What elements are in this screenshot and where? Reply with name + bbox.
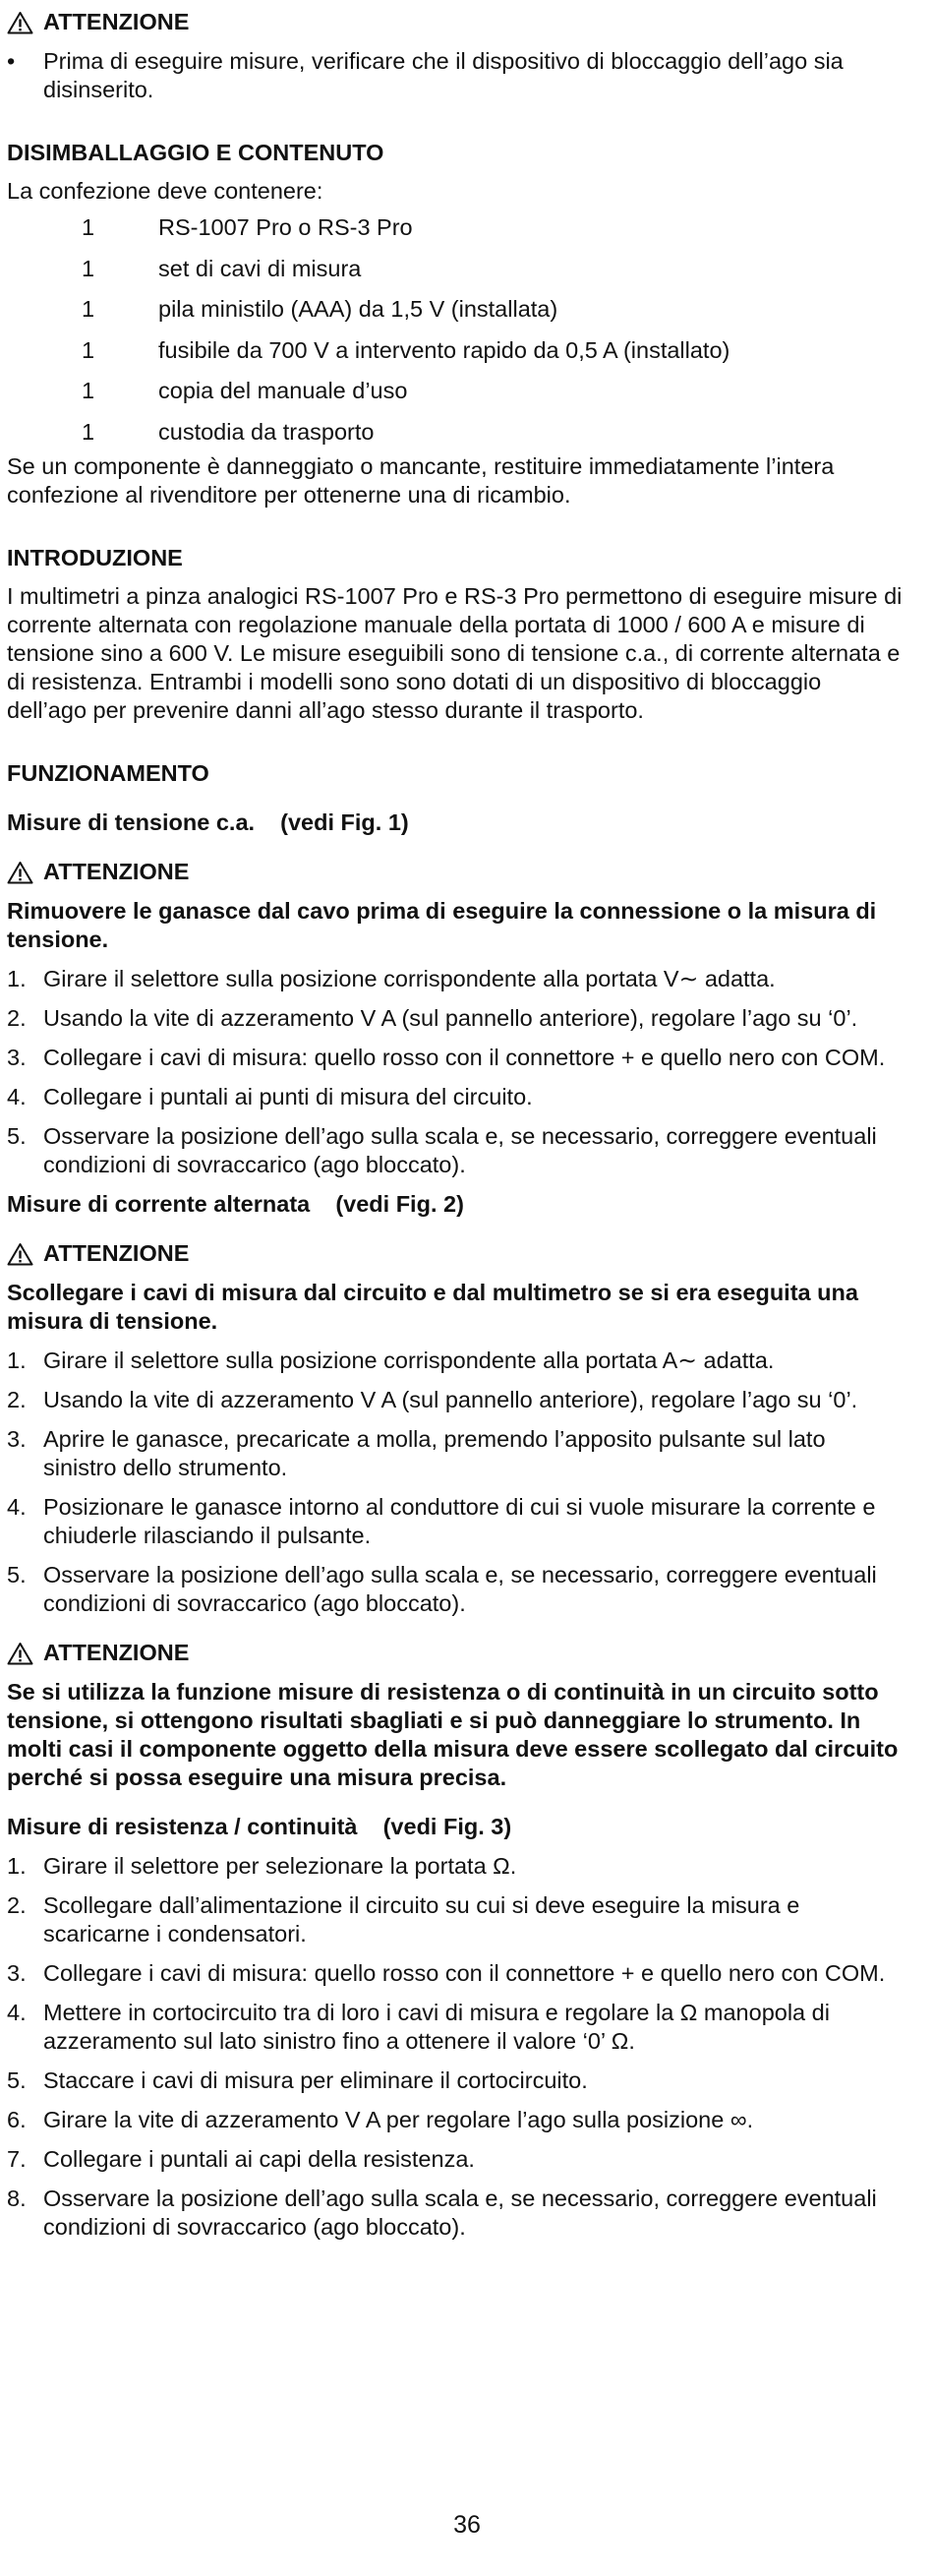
step-number: 2. — [7, 1892, 27, 1918]
step-number: 5. — [7, 1562, 27, 1588]
section-heading-unpacking: DISIMBALLAGGIO E CONTENUTO — [7, 140, 384, 165]
contents-item — [82, 412, 904, 453]
step-number: 4. — [7, 1494, 27, 1520]
step-number: 5. — [7, 1123, 27, 1149]
step-text: Aprire le ganasce, precaricate a molla, premendo l’apposito pulsante sul lato sinistro dello strumento. — [43, 1426, 826, 1480]
warning-text-resistance: Se si utilizza la funzione misure di resistenza o di continuità in un circuito sotto tensione, si ottengono risultati sbagliati e si può danneggiare lo strumento. In molti casi il componente oggetto della misura deve essere scollegato dal circuito perché si possa eseguire una misura precisa. — [7, 1679, 899, 1790]
warning-heading — [7, 8, 904, 36]
step-item — [7, 965, 904, 993]
contents-desc: set di cavi di misura — [158, 255, 362, 281]
step-text: Staccare i cavi di misura per eliminare il cortocircuito. — [43, 2067, 588, 2093]
step-number: 1. — [7, 1348, 27, 1373]
step-number: 2. — [7, 1005, 27, 1031]
steps-resistance — [7, 1852, 904, 2242]
step-item — [7, 1386, 904, 1414]
contents-desc: custodia da trasporto — [158, 418, 375, 445]
step-text: Posizionare le ganasce intorno al conduttore di cui si vuole misurare la corrente e chiuderle rilasciando il pulsante. — [43, 1494, 876, 1548]
contents-item — [82, 249, 904, 290]
warning-triangle-icon — [7, 11, 33, 34]
contents-qty: 1 — [82, 214, 95, 241]
warning-triangle-icon — [7, 861, 33, 884]
warning-title: ATTENZIONE — [43, 1240, 190, 1266]
step-text: Girare il selettore sulla posizione corrispondente alla portata V∼ adatta. — [43, 966, 776, 991]
warning-triangle-icon — [7, 1242, 33, 1266]
contents-desc: copia del manuale d’uso — [158, 378, 408, 404]
contents-qty: 1 — [82, 336, 95, 363]
step-number: 1. — [7, 1853, 27, 1879]
step-text: Usando la vite di azzeramento V A (sul pannello anteriore), regolare l’ago su ‘0’. — [43, 1387, 858, 1412]
step-item — [7, 1959, 904, 1988]
step-text: Usando la vite di azzeramento V A (sul pannello anteriore), regolare l’ago su ‘0’. — [43, 1005, 858, 1031]
contents-desc: RS-1007 Pro o RS-3 Pro — [158, 214, 413, 241]
contents-qty: 1 — [82, 418, 95, 445]
step-number: 1. — [7, 966, 27, 991]
subheading-resistance: Misure di resistenza / continuità (vedi Fig. 3) — [7, 1814, 512, 1839]
warning-text-current: Scollegare i cavi di misura dal circuito e dal multimetro se si era eseguita una misura di tensione. — [7, 1280, 858, 1334]
warning-heading — [7, 858, 904, 886]
step-number: 2. — [7, 1387, 27, 1412]
step-text: Girare la vite di azzeramento V A per regolare l’ago sulla posizione ∞. — [43, 2107, 754, 2132]
bullet-item — [7, 47, 904, 104]
step-item — [7, 2145, 904, 2174]
steps-voltage — [7, 965, 904, 1179]
step-text: Collegare i cavi di misura: quello rosso con il connettore + e quello nero con COM. — [43, 1960, 886, 1986]
step-text: Collegare i puntali ai punti di misura del circuito. — [43, 1084, 533, 1109]
subheading-voltage: Misure di tensione c.a. (vedi Fig. 1) — [7, 809, 409, 835]
contents-item — [82, 289, 904, 330]
section-heading-operation: FUNZIONAMENTO — [7, 760, 209, 786]
step-text: Girare il selettore sulla posizione corrispondente alla portata A∼ adatta. — [43, 1348, 775, 1373]
step-text: Osservare la posizione dell’ago sulla scala e, se necessario, correggere eventuali condizioni di sovraccarico (ago bloccato). — [43, 1123, 877, 1177]
step-item — [7, 1347, 904, 1375]
step-text: Collegare i cavi di misura: quello rosso con il connettore + e quello nero con COM. — [43, 1045, 886, 1070]
step-text: Osservare la posizione dell’ago sulla scala e, se necessario, correggere eventuali condizioni di sovraccarico (ago bloccato). — [43, 2186, 877, 2240]
step-number: 3. — [7, 1045, 27, 1070]
warning-heading — [7, 1239, 904, 1268]
step-item — [7, 1122, 904, 1179]
step-number: 8. — [7, 2186, 27, 2211]
step-item — [7, 1561, 904, 1618]
step-item — [7, 2185, 904, 2242]
step-number: 3. — [7, 1960, 27, 1986]
contents-desc: pila ministilo (AAA) da 1,5 V (installata) — [158, 296, 558, 323]
step-number: 6. — [7, 2107, 27, 2132]
contents-intro: La confezione deve contenere: — [7, 178, 323, 204]
step-item — [7, 1425, 904, 1482]
step-text: Osservare la posizione dell’ago sulla scala e, se necessario, correggere eventuali condizioni di sovraccarico (ago bloccato). — [43, 1562, 877, 1616]
step-item — [7, 1891, 904, 1948]
subheading-current: Misure di corrente alternata (vedi Fig. 2) — [7, 1191, 464, 1217]
step-item — [7, 1852, 904, 1881]
page-number: 36 — [453, 2511, 481, 2539]
step-text: Scollegare dall’alimentazione il circuito su cui si deve eseguire la misura e scaricarne i condensatori. — [43, 1892, 800, 1947]
warning-title: ATTENZIONE — [43, 859, 190, 884]
contents-item — [82, 371, 904, 412]
contents-qty: 1 — [82, 255, 95, 281]
step-number: 3. — [7, 1426, 27, 1452]
introduction-text: I multimetri a pinza analogici RS-1007 Pro e RS-3 Pro permettono di eseguire misure di corrente alternata con regolazione manuale della portata di 1000 / 600 A e misure di tensione sino a 600 V. Le misure eseguibili sono di tensione c.a., di corrente alternata e di resistenza. Entrambi i modelli sono sono dotati di un dispositivo di bloccaggio dell’ago per prevenire danni all’ago stesso durante il trasporto. — [7, 583, 903, 723]
warning-title: ATTENZIONE — [43, 1640, 190, 1665]
step-number: 5. — [7, 2067, 27, 2093]
step-item — [7, 1083, 904, 1111]
page-content — [7, 8, 904, 2242]
step-number: 7. — [7, 2146, 27, 2172]
contents-qty: 1 — [82, 296, 95, 323]
contents-note: Se un componente è danneggiato o mancante, restituire immediatamente l’intera confezione al rivenditore per ottenerne una di ricambio. — [7, 453, 835, 508]
contents-item — [82, 330, 904, 372]
warning-text-voltage: Rimuovere le ganasce dal cavo prima di eseguire la connessione o la misura di tensione. — [7, 898, 877, 952]
step-item — [7, 1044, 904, 1072]
warning-title: ATTENZIONE — [43, 9, 190, 34]
step-number: 4. — [7, 1084, 27, 1109]
section-heading-introduction: INTRODUZIONE — [7, 545, 183, 570]
contents-desc: fusibile da 700 V a intervento rapido da 0,5 A (installato) — [158, 336, 730, 363]
step-item — [7, 1493, 904, 1550]
step-number: 4. — [7, 2000, 27, 2025]
bullet-dot: • — [7, 48, 16, 74]
step-item — [7, 1999, 904, 2056]
contents-item — [82, 208, 904, 249]
step-item — [7, 2106, 904, 2134]
step-text: Collegare i puntali ai capi della resistenza. — [43, 2146, 475, 2172]
step-text: Mettere in cortocircuito tra di loro i cavi di misura e regolare la Ω manopola di azzeramento sul lato sinistro fino a ottenere il valore ‘0’ Ω. — [43, 2000, 830, 2054]
bullet-text: Prima di eseguire misure, verificare che il dispositivo di bloccaggio dell’ago sia disinserito. — [43, 48, 844, 102]
warning-heading — [7, 1639, 904, 1667]
step-item — [7, 2067, 904, 2095]
steps-current — [7, 1347, 904, 1618]
step-item — [7, 1004, 904, 1033]
contents-qty: 1 — [82, 378, 95, 404]
step-text: Girare il selettore per selezionare la portata Ω. — [43, 1853, 517, 1879]
warning-triangle-icon — [7, 1642, 33, 1665]
contents-list — [7, 208, 904, 452]
